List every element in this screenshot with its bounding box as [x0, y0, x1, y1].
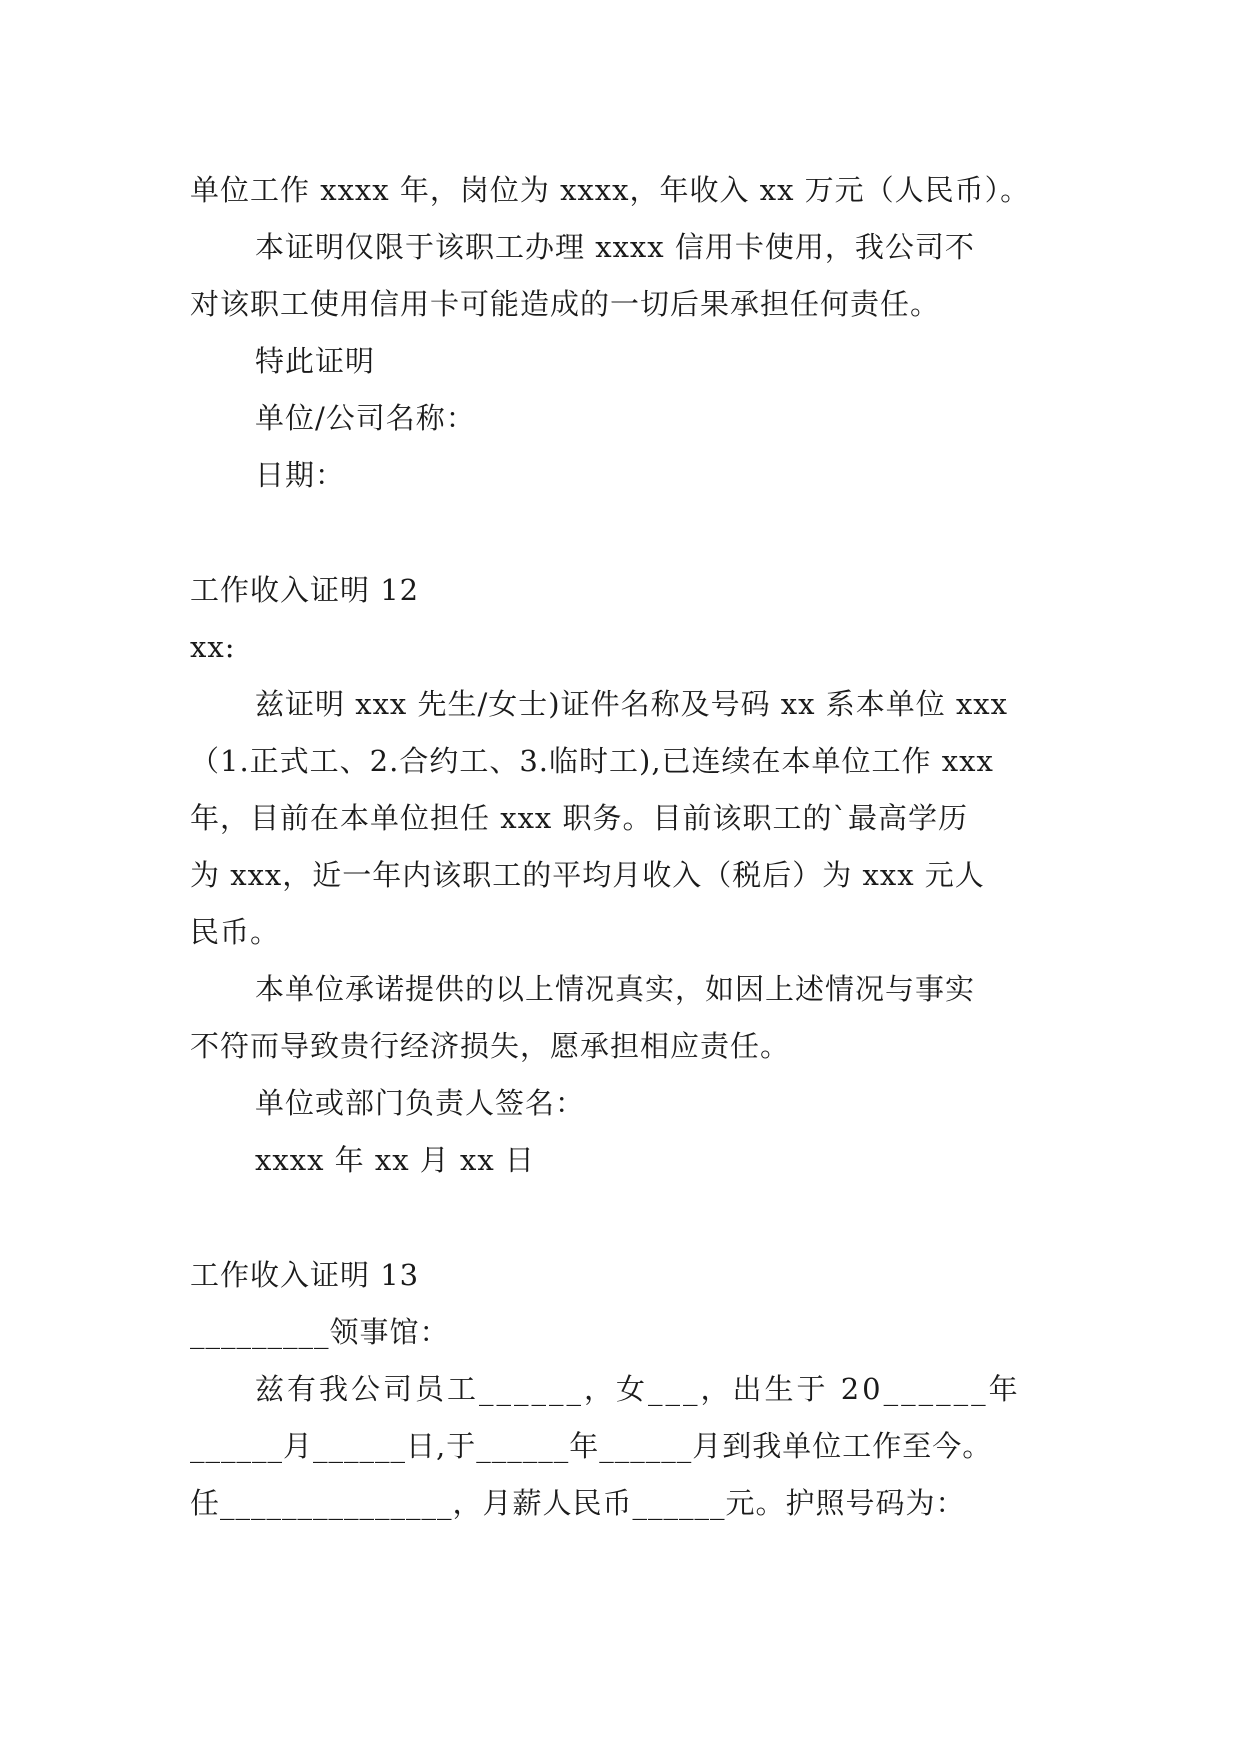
section-a-paragraph-2-line-1: 本证明仅限于该职工办理 xxxx 信用卡使用，我公司不	[255, 230, 975, 264]
section-a-closing: 特此证明	[255, 344, 376, 378]
section-b-date-line: xxxx 年 xx 月 xx 日	[255, 1143, 535, 1177]
section-c-paragraph-1-line-1: 兹有我公司员工______，女___，出生于 20______年	[255, 1372, 1021, 1406]
section-c-paragraph-1-line-3: 任_______________，月薪人民币______元。护照号码为：	[190, 1486, 966, 1520]
section-b-paragraph-1-line-3: 年，目前在本单位担任 xxx 职务。目前该职工的`最高学历	[190, 801, 969, 835]
section-b-paragraph-1-line-5: 民币。	[190, 915, 281, 949]
section-a-company-label: 单位/公司名称：	[255, 401, 476, 435]
section-c-salutation: _________领事馆：	[190, 1315, 450, 1349]
section-b-signature-label: 单位或部门负责人签名：	[255, 1086, 586, 1120]
section-a-paragraph-2-line-2: 对该职工使用信用卡可能造成的一切后果承担任何责任。	[190, 287, 941, 321]
section-a-date-label: 日期：	[255, 458, 346, 492]
section-c-heading: 工作收入证明 13	[190, 1258, 420, 1292]
section-c-paragraph-1-line-2: ______月______日,于______年______月到我单位工作至今。	[190, 1429, 993, 1463]
section-b-paragraph-1-line-4: 为 xxx，近一年内该职工的平均月收入（税后）为 xxx 元人	[190, 858, 985, 892]
section-a-paragraph-1-line-1: 单位工作 xxxx 年，岗位为 xxxx，年收入 xx 万元（人民币）。	[190, 173, 1031, 207]
section-b-paragraph-2-line-2: 不符而导致贵行经济损失，愿承担相应责任。	[190, 1029, 791, 1063]
section-b-heading: 工作收入证明 12	[190, 573, 420, 607]
section-b-paragraph-1-line-1: 兹证明 xxx 先生/女士)证件名称及号码 xx 系本单位 xxx	[255, 687, 1009, 721]
section-b-salutation: xx:	[190, 630, 236, 664]
section-b-paragraph-2-line-1: 本单位承诺提供的以上情况真实，如因上述情况与事实	[255, 972, 976, 1006]
section-b-paragraph-1-line-2: （1.正式工、2.合约工、3.临时工),已连续在本单位工作 xxx	[190, 744, 994, 778]
